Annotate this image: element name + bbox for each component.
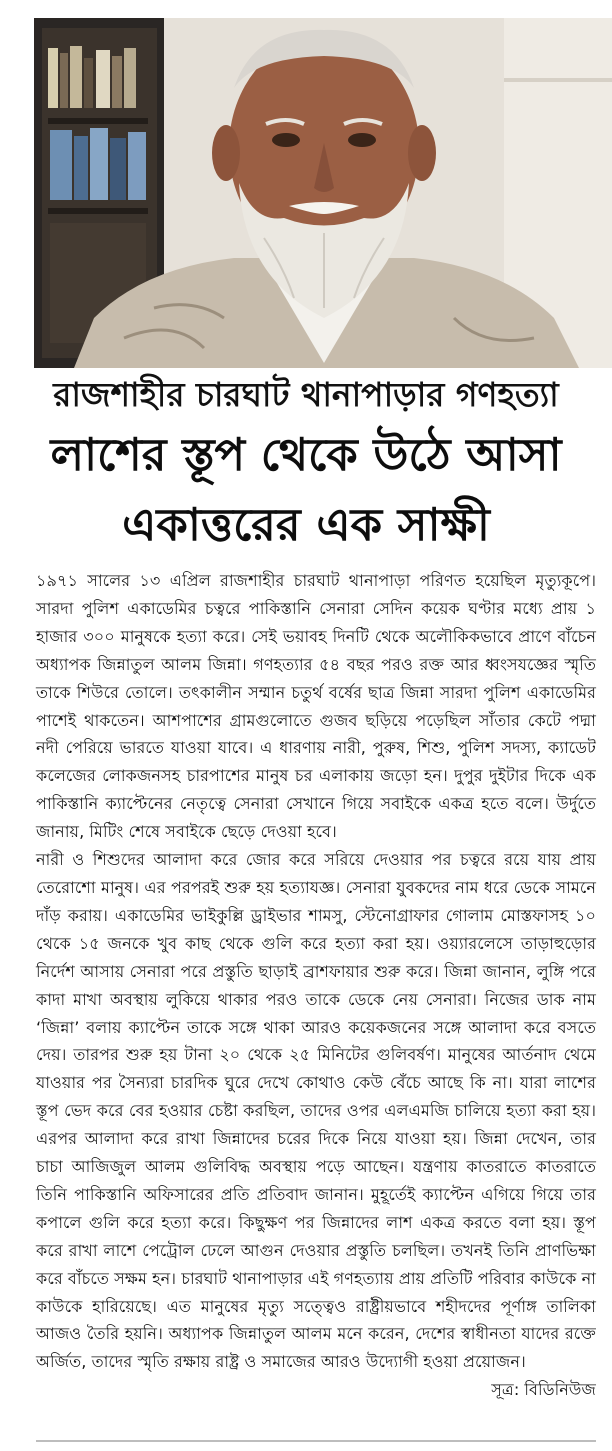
portrait-photo (34, 18, 612, 368)
bottom-divider (36, 1440, 596, 1442)
headline-line-2: একাত্তরের এক সাক্ষী (122, 498, 490, 551)
portrait-image (34, 18, 612, 368)
article-body (36, 567, 596, 1404)
source-credit: সূত্র: বিডিনিউজ (491, 1380, 596, 1400)
article-kicker: রাজশাহীর চারঘাট থানাপাড়ার গণহত্যা (53, 375, 559, 414)
article-paragraph: ১৯৭১ সালের ১৩ এপ্রিল রাজশাহীর চারঘাট থানাপাড়া পরিণত হয়েছিল মৃত্যুকূপে। সারদা পুলিশ একাডেমির চত্বরে পাকিস্তানি সেনারা সেদিন কয়েক ঘণ্টার মধ্যে প্রায় ১ হাজার ৩০০ মানুষকে হত্যা করে। সেই ভয়াবহ দিনটি থেকে অলৌকিকভাবে প্রাণে বাঁচেন অধ্যাপক জিন্নাতুল আলম জিন্না। গণহত্যার ৫৪ বছর পরও রক্ত আর ধ্বংসযজ্ঞের স্মৃতি তাকে শিউরে তোলে। তৎকালীন সম্মান চতুর্থ বর্ষের ছাত্র জিন্না সারদা পুলিশ একাডেমির পাশেই থাকতেন। আশপাশের গ্রামগুলোতে গুজব ছড়িয়ে পড়েছিল সাঁতার কেটে পদ্মা নদী পেরিয়ে ভারতে যাওয়া যাবে। এ ধারণায় নারী, পুরুষ, শিশু, পুলিশ সদস্য, ক্যাডেট কলেজের লোকজনসহ চারপাশের মানুষ চর এলাকায় জড়ো হন। দুপুর দুইটার দিকে এক পাকিস্তানি ক্যাপ্টেনের নেতৃত্বে সেনারা সেখানে গিয়ে সবাইকে একত্র হতে বলে। উর্দুতে জানায়, মিটিং শেষে সবাইকে ছেড়ে দেওয়া হবে। (36, 571, 596, 842)
headline-line-1: লাশের স্তূপ থেকে উঠে আসা (50, 428, 562, 481)
article-paragraph (36, 846, 596, 1400)
paragraph-text: নারী ও শিশুদের আলাদা করে জোর করে সরিয়ে দেওয়ার পর চত্বরে রয়ে যায় প্রায় তেরোশো মানুষ। এর পরপরই শুরু হয় হত্যাযজ্ঞ। সেনারা যুবকদের নাম ধরে ডেকে সামনে দাঁড় করায়। একাডেমির ভাইকুল্লি ড্রাইভার শামসু, স্টেনোগ্রাফার গোলাম মোস্তফাসহ ১০ থেকে ১৫ জনকে খুব কাছ থেকে গুলি করে হত্যা করা হয়। ওয়্যারলেসে তাড়াহুড়োর নির্দেশ আসায় সেনারা পরে প্রস্তুতি ছাড়াই ব্রাশফায়ার শুরু করে। জিন্না জানান, লুঙ্গি পরে কাদা মাখা অবস্থায় লুকিয়ে থাকার পরও তাকে ডেকে নেয় সেনারা। নিজের ডাক নাম ‘জিন্না’ বলায় ক্যাপ্টেন তাকে সঙ্গে থাকা আরও কয়েকজনের সঙ্গে আলাদা করে বসতে দেয়। তারপর শুরু হয় টানা ২০ থেকে ২৫ মিনিটের গুলিবর্ষণ। মানুষের আর্তনাদ থেমে যাওয়ার পর সৈন্যরা চারদিক ঘুরে দেখে কোথাও কেউ বেঁচে আছে কি না। যারা লাশের স্তূপ ভেদ করে বের হওয়ার চেষ্টা করছিল, তাদের ওপর এলএমজি চালিয়ে হত্যা করা হয়। এরপর আলাদা করে রাখা জিন্নাদের চরের দিকে নিয়ে যাওয়া হয়। জিন্না দেখেন, তার চাচা আজিজুল আলম গুলিবিদ্ধ অবস্থায় পড়ে আছেন। যন্ত্রণায় কাতরাতে কাতরাতে তিনি পাকিস্তানি অফিসারের প্রতি প্রতিবাদ জানান। মুহূর্তেই ক্যাপ্টেন এগিয়ে গিয়ে তার কপালে গুলি করে হত্যা করে। কিছুক্ষণ পর জিন্নাদের লাশ একত্র করতে বলা হয়। স্তূপ করে রাখা লাশে পেট্রোল ঢেলে আগুন দেওয়ার প্রস্তুতি চলছিল। তখনই তিনি প্রাণভিক্ষা করে বাঁচতে সক্ষম হন। চারঘাট থানাপাড়ার এই গণহত্যায় প্রায় প্রতিটি পরিবার কাউকে না কাউকে হারিয়েছে। এত মানুষের মৃত্যু সত্ত্বেও রাষ্ট্রীয়ভাবে শহীদদের পূর্ণাঙ্গ তালিকা আজও তৈরি হয়নি। অধ্যাপক জিন্নাতুল আলম মনে করেন, দেশের স্বাধীনতা যাদের রক্তে অর্জিত, তাদের স্মৃতি রক্ষায় রাষ্ট্র ও সমাজের আরও উদ্যোগী হওয়া প্রয়োজন। (36, 850, 596, 1372)
